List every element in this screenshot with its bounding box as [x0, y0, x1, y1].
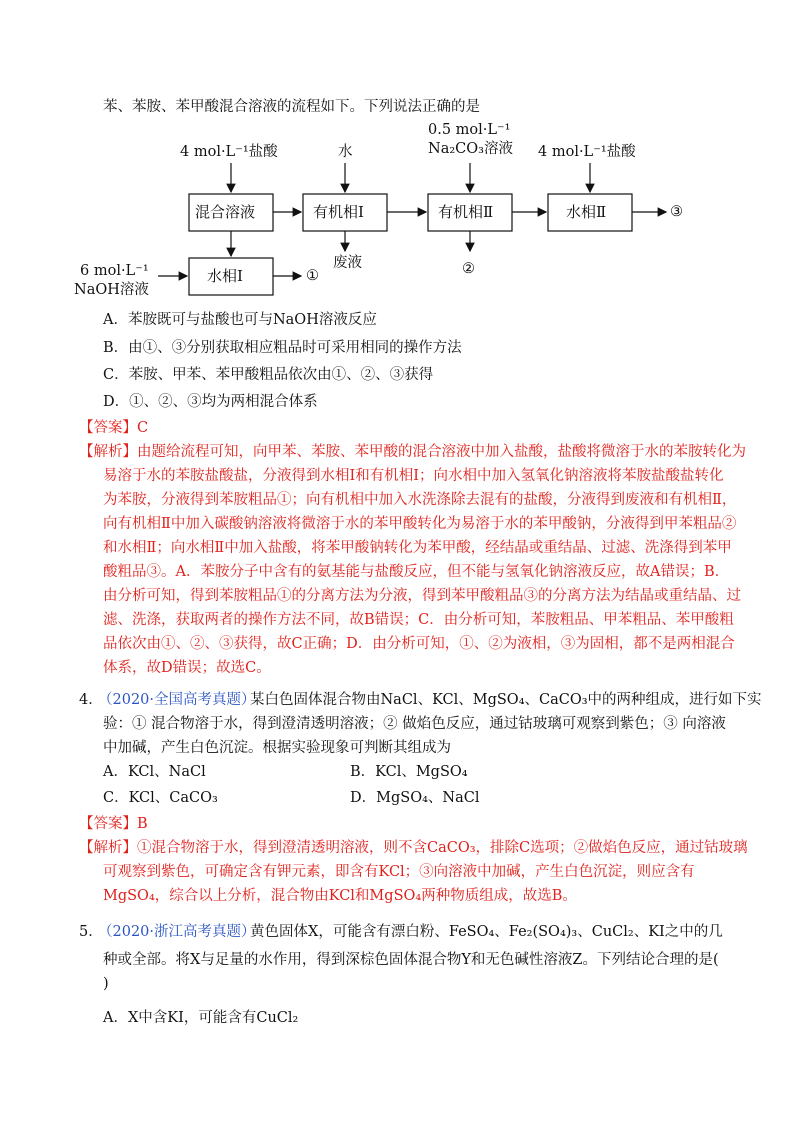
- q4-stem-line: 验：① 混合物溶于水，得到澄清透明溶液；② 做焰色反应，通过钴玻璃可观察到紫色；③ 向溶液: [103, 716, 726, 732]
- q5-stem-line: 黄色固体X，可能含有漂白粉、FeSO₄、Fe₂(SO₄)₃、CuCl₂、KI之中的几: [250, 924, 723, 940]
- q3-analysis-line: 体系，故D错误；故选C。: [103, 660, 271, 676]
- reagent-hcl2-label: 4 mol·L⁻¹盐酸: [538, 144, 636, 160]
- q4-option-a: A．KCl、NaCl: [103, 764, 206, 780]
- q4-answer: 【答案】B: [79, 816, 148, 832]
- q3-option-d: D．①、②、③均为两相混合体系: [103, 394, 318, 410]
- q3-analysis-line: 向有机相Ⅱ中加入碳酸钠溶液将微溶于水的苯甲酸转化为易溶于水的苯甲酸钠，分液得到甲苯粗品②: [103, 516, 737, 532]
- q3-option-c: C．苯胺、甲苯、苯甲酸粗品依次由①、②、③获得: [103, 367, 434, 383]
- q4-option-c: C．KCl、CaCO₃: [103, 790, 218, 806]
- box-aq2-label: 水相Ⅱ: [566, 203, 607, 221]
- q4-option-b: B．KCl、MgSO₄: [350, 764, 468, 780]
- q3-analysis-line: 易溶于水的苯胺盐酸盐，分液得到水相Ⅰ和有机相Ⅰ；向水相中加入氢氧化钠溶液将苯胺盐酸盐转化: [103, 468, 724, 484]
- reagent-na2co3-line1: 0.5 mol·L⁻¹: [428, 122, 511, 138]
- q5-stem-line: 种或全部。将X与足量的水作用，得到深棕色固体混合物Y和无色碱性溶液Z。下列结论合理的是(: [103, 952, 719, 968]
- q3-option-a: A．苯胺既可与盐酸也可与NaOH溶液反应: [103, 312, 377, 328]
- q5-option-a: A．X中含KI，可能含有CuCl₂: [103, 1010, 299, 1026]
- q3-answer: 【答案】C: [79, 420, 149, 436]
- reagent-water-label: 水: [338, 144, 353, 160]
- q3-analysis-line: 由分析可知，得到苯胺粗品①的分离方法为分液，得到苯甲酸粗品③的分离方法为结晶或重结晶、过: [103, 588, 741, 604]
- out1-label: ①: [306, 268, 319, 284]
- q4-number: 4．: [79, 692, 103, 708]
- waste-label: 废液: [333, 255, 362, 271]
- q4-stem-line: 中加碱，产生白色沉淀。根据实验现象可判断其组成为: [103, 740, 451, 756]
- reagent-naoh-line1: 6 mol·L⁻¹: [80, 263, 149, 279]
- box-org2-label: 有机相Ⅱ: [438, 203, 494, 221]
- q3-analysis-line: 酸粗品③。A．苯胺分子中含有的氨基能与盐酸反应，但不能与氢氧化钠溶液反应，故A错误；B．: [103, 564, 730, 580]
- q4-source: （2020·全国高考真题）: [98, 692, 256, 708]
- q5-source: （2020·浙江高考真题）: [98, 924, 256, 940]
- q3-analysis-line: 和水相Ⅱ；向水相Ⅱ中加入盐酸，将苯甲酸钠转化为苯甲酸，经结晶或重结晶、过滤、洗涤得到苯甲: [103, 540, 732, 556]
- reagent-na2co3-line2: Na₂CO₃溶液: [428, 141, 513, 157]
- out2-label: ②: [462, 261, 475, 277]
- q3-option-b: B．由①、③分别获取相应粗品时可采用相同的操作方法: [103, 340, 462, 356]
- reagent-hcl-label: 4 mol·L⁻¹盐酸: [180, 144, 278, 160]
- q3-analysis-line: 为苯胺，分液得到苯胺粗品①；向有机相中加入水洗涤除去混有的盐酸，分液得到废液和有机相Ⅱ，: [103, 492, 737, 508]
- q4-analysis-line: MgSO₄，综合以上分析，混合物由KCl和MgSO₄两种物质组成，故选B。: [103, 888, 577, 904]
- box-org1-label: 有机相Ⅰ: [313, 203, 364, 221]
- q5-number: 5．: [79, 924, 103, 940]
- q4-stem-line: 某白色固体混合物由NaCl、KCl、MgSO₄、CaCO₃中的两种组成，进行如下实: [250, 692, 762, 708]
- reagent-naoh-line2: NaOH溶液: [74, 282, 149, 298]
- q3-analysis-line: 滤、洗涤，获取两者的操作方法不同，故B错误；C．由分析可知，苯胺粗品、甲苯粗品、苯甲酸粗: [103, 612, 734, 628]
- box-aq1-label: 水相Ⅰ: [207, 267, 243, 285]
- q4-analysis-line: 【解析】①混合物溶于水，得到澄清透明溶液，则不含CaCO₃，排除C选项；②做焰色反应，通过钴玻璃: [79, 840, 748, 856]
- q4-analysis-line: 可观察到紫色，可确定含有钾元素，即含有KCl；③向溶液中加碱，产生白色沉淀，则应含有: [103, 864, 695, 880]
- q3-analysis-line: 【解析】由题给流程可知，向甲苯、苯胺、苯甲酸的混合溶液中加入盐酸，盐酸将微溶于水的苯胺转化为: [79, 444, 746, 460]
- box-mix-label: 混合溶液: [195, 203, 256, 221]
- q5-stem-line: ): [103, 976, 109, 992]
- out3-label: ③: [670, 204, 683, 220]
- q3-analysis-line: 品依次由①、②、③获得，故C正确；D．由分析可知，①、②为液相，③为固相，都不是两相混合: [103, 636, 735, 652]
- q4-option-d: D．MgSO₄、NaCl: [350, 790, 480, 806]
- q3-stem: 苯、苯胺、苯甲酸混合溶液的流程如下。下列说法正确的是: [103, 99, 480, 115]
